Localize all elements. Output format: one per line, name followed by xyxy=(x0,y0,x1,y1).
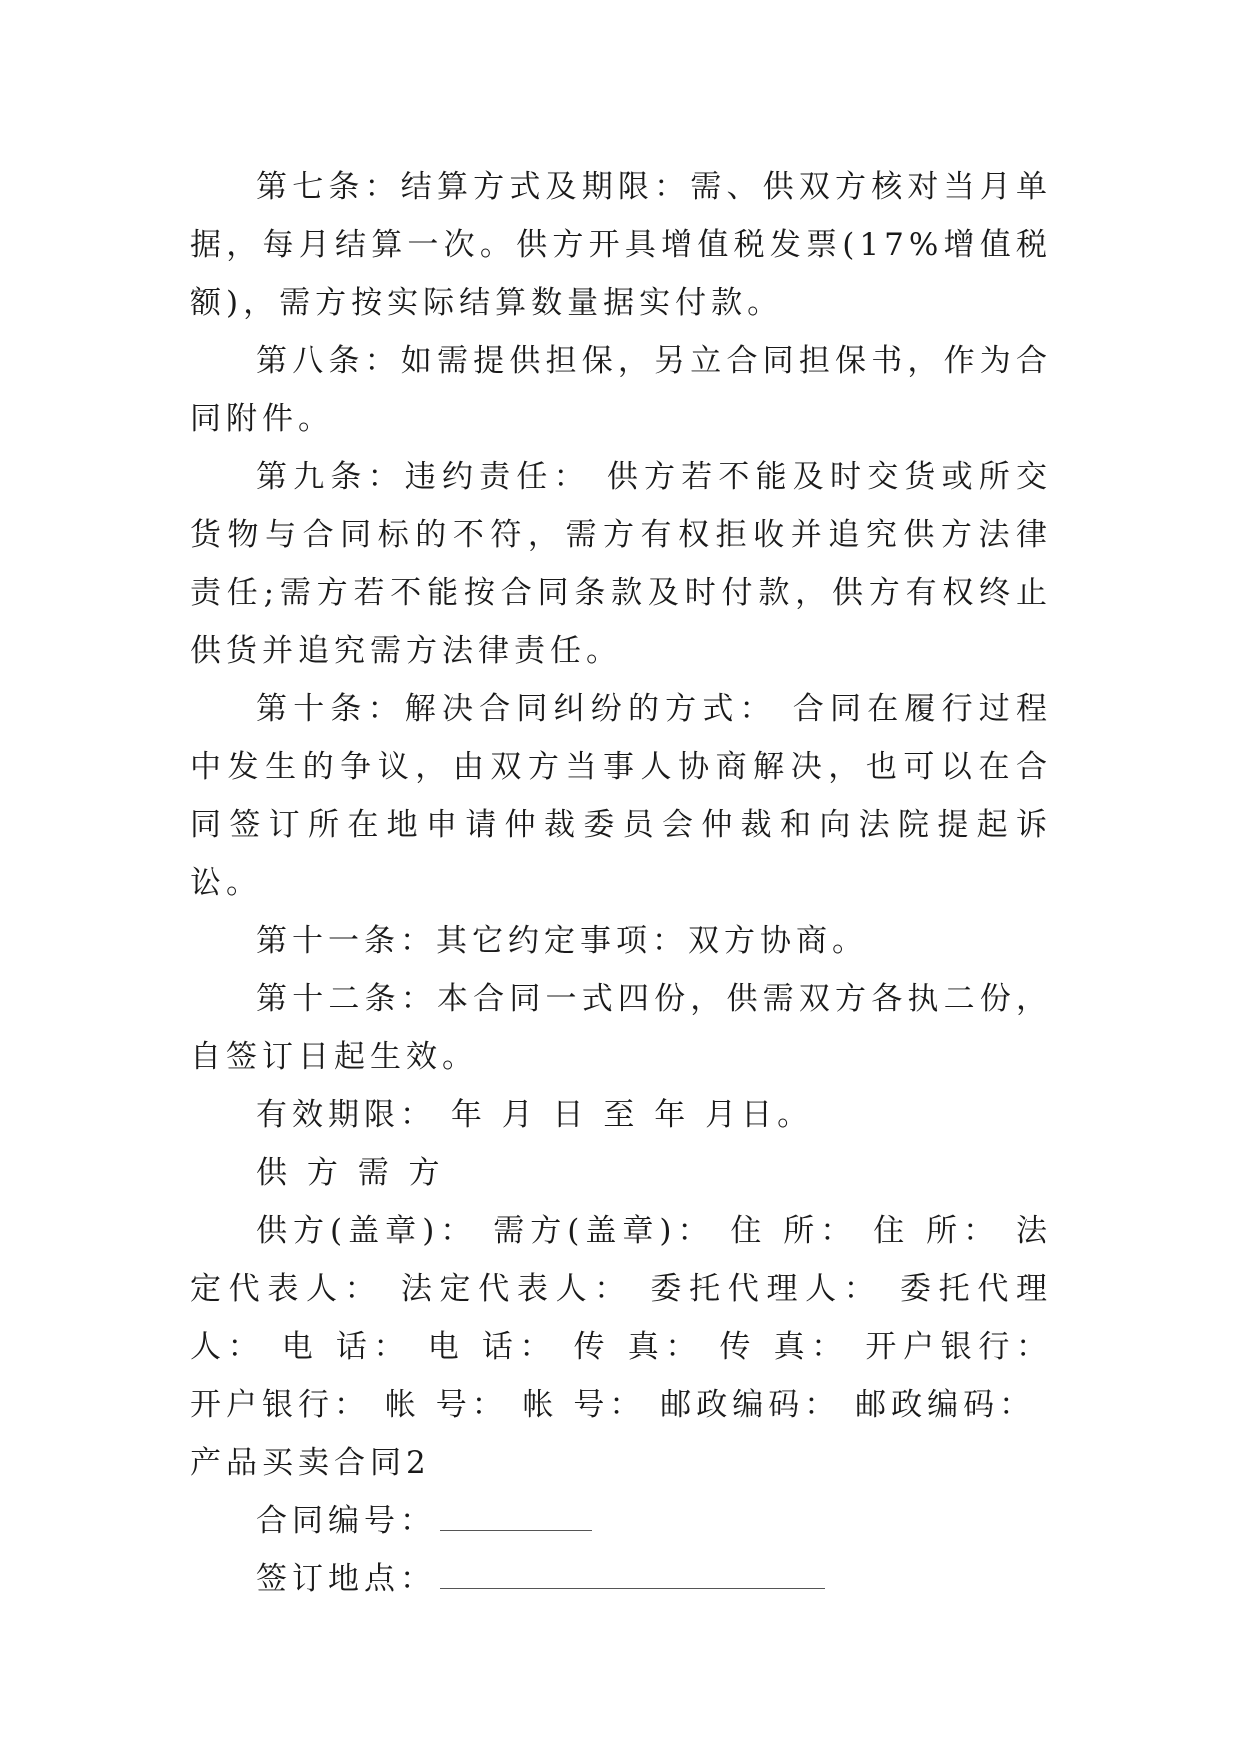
validity-period: 有效期限： 年 月 日 至 年 月日。 xyxy=(256,1097,814,1133)
clause-9: 第九条：违约责任： 供方若不能及时交货或所交货物与合同标的不符，需方有权拒收并追究供方法律责任;需方若不能按合同条款及时付款，供方有权终止供货并追究需方法律责任。 xyxy=(190,459,1052,669)
contract-number-label: 合同编号： xyxy=(256,1503,436,1539)
document-body xyxy=(190,158,1052,1608)
sign-place-line xyxy=(190,1550,1052,1608)
contract-number-blank xyxy=(440,1508,592,1531)
signature-fields: 供方(盖章)： 需方(盖章)： 住 所： 住 所： 法定代表人： 法定代表人： 委托代理人： 委托代理人： 电 话： 电 话： 传 真： 传 真： 开户银行： 开户银行： 帐 号： 帐 号： 邮政编码： 邮政编码： xyxy=(190,1213,1052,1423)
clause-7: 第七条：结算方式及期限：需、供双方核对当月单据，每月结算一次。供方开具增值税发票(17%增值税额)，需方按实际结算数量据实付款。 xyxy=(190,169,1052,321)
clause-8: 第八条：如需提供担保，另立合同担保书，作为合同附件。 xyxy=(190,343,1052,437)
clause-12: 第十二条：本合同一式四份，供需双方各执二份，自签订日起生效。 xyxy=(190,981,1052,1075)
clause-11: 第十一条：其它约定事项：双方协商。 xyxy=(256,923,868,959)
section-title: 产品买卖合同2 xyxy=(190,1445,431,1481)
parties-heading: 供 方 需 方 xyxy=(256,1155,445,1191)
sign-place-label: 签订地点： xyxy=(256,1561,436,1597)
contract-number-line xyxy=(190,1492,1052,1550)
sign-place-blank xyxy=(440,1566,825,1589)
clause-10: 第十条：解决合同纠纷的方式： 合同在履行过程中发生的争议，由双方当事人协商解决，也可以在合同签订所在地申请仲裁委员会仲裁和向法院提起诉讼。 xyxy=(190,691,1052,901)
